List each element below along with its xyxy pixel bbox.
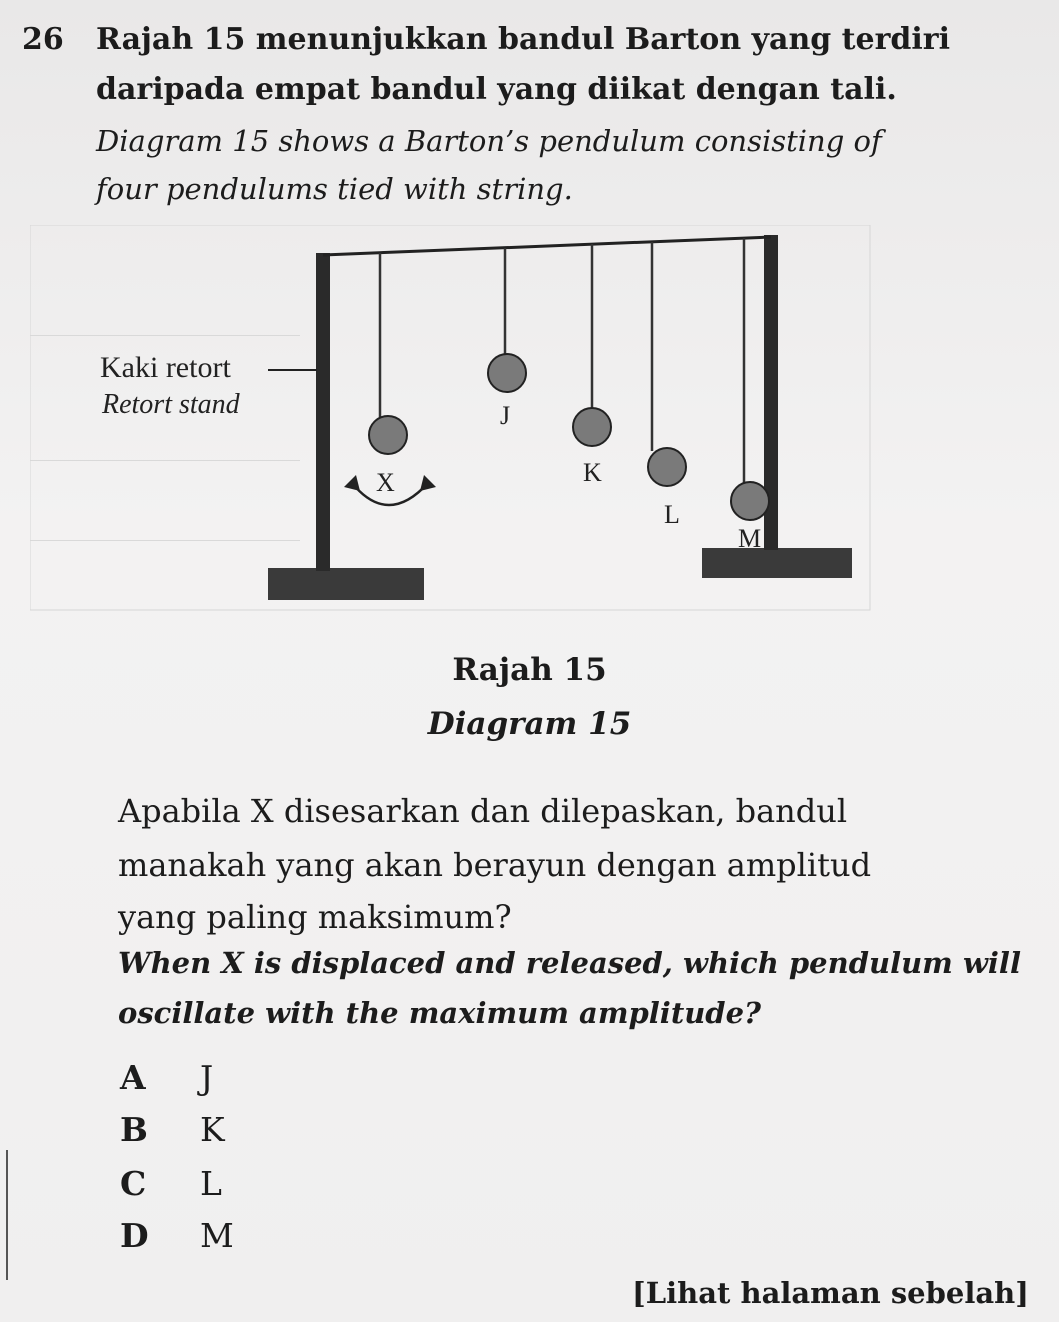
pendulum-m-bob <box>731 482 769 520</box>
pendulum-l-bob <box>648 448 686 486</box>
diagram-caption-malay: Rajah 15 <box>452 652 607 688</box>
retort-base-right <box>702 548 852 578</box>
option-b-text: K <box>200 1110 225 1149</box>
prompt-malay-line-2: manakah yang akan berayun dengan amplitud <box>118 846 872 884</box>
pendulum-x-bob <box>369 416 407 454</box>
swing-arrow-right-icon <box>420 475 436 491</box>
footer-next-page: [Lihat halaman sebelah] <box>632 1276 1029 1310</box>
question-number: 26 <box>22 22 64 57</box>
retort-rod-left <box>316 253 330 571</box>
diagram-svg <box>30 225 890 615</box>
retort-label-malay: Kaki retort <box>100 351 231 384</box>
prompt-malay-line-1: Apabila X disesarkan dan dilepaskan, bandul <box>118 792 848 830</box>
retort-base-left <box>268 568 424 600</box>
option-c-text: L <box>200 1164 222 1203</box>
option-d-letter: D <box>120 1216 149 1255</box>
pendulum-label-l: L <box>664 500 680 529</box>
option-a-letter: A <box>120 1058 146 1097</box>
option-c[interactable] <box>120 1164 222 1203</box>
option-a-text: J <box>200 1058 214 1097</box>
option-b[interactable] <box>120 1110 225 1149</box>
pendulum-k-bob <box>573 408 611 446</box>
retort-label-english: Retort stand <box>102 389 240 420</box>
barton-pendulum-diagram <box>30 225 890 615</box>
question-malay-line-2: daripada empat bandul yang diikat dengan tali. <box>96 72 897 107</box>
prompt-english-line-1: When X is displaced and released, which pendulum will <box>118 946 1021 980</box>
pendulum-j-bob <box>488 354 526 392</box>
top-string <box>323 237 771 255</box>
option-d[interactable] <box>120 1216 234 1255</box>
prompt-english-line-2: oscillate with the maximum amplitude? <box>118 996 762 1030</box>
pendulum-label-m: M <box>738 524 762 553</box>
pendulum-label-x: X <box>376 468 395 497</box>
swing-arrow-left-icon <box>344 475 360 491</box>
prompt-malay-line-3: yang paling maksimum? <box>118 898 512 936</box>
pendulum-label-j: J <box>500 401 511 430</box>
option-c-letter: C <box>120 1164 147 1203</box>
margin-rule <box>6 1150 8 1280</box>
option-b-letter: B <box>120 1110 148 1149</box>
question-english-line-1: Diagram 15 shows a Barton’s pendulum consisting of <box>96 124 882 158</box>
diagram-caption-english: Diagram 15 <box>427 706 632 742</box>
pendulum-label-k: K <box>583 458 602 487</box>
question-english-line-2: four pendulums tied with string. <box>96 172 573 206</box>
option-a[interactable] <box>120 1058 213 1097</box>
option-d-text: M <box>200 1216 234 1255</box>
question-malay-line-1: Rajah 15 menunjukkan bandul Barton yang terdiri <box>96 22 951 57</box>
